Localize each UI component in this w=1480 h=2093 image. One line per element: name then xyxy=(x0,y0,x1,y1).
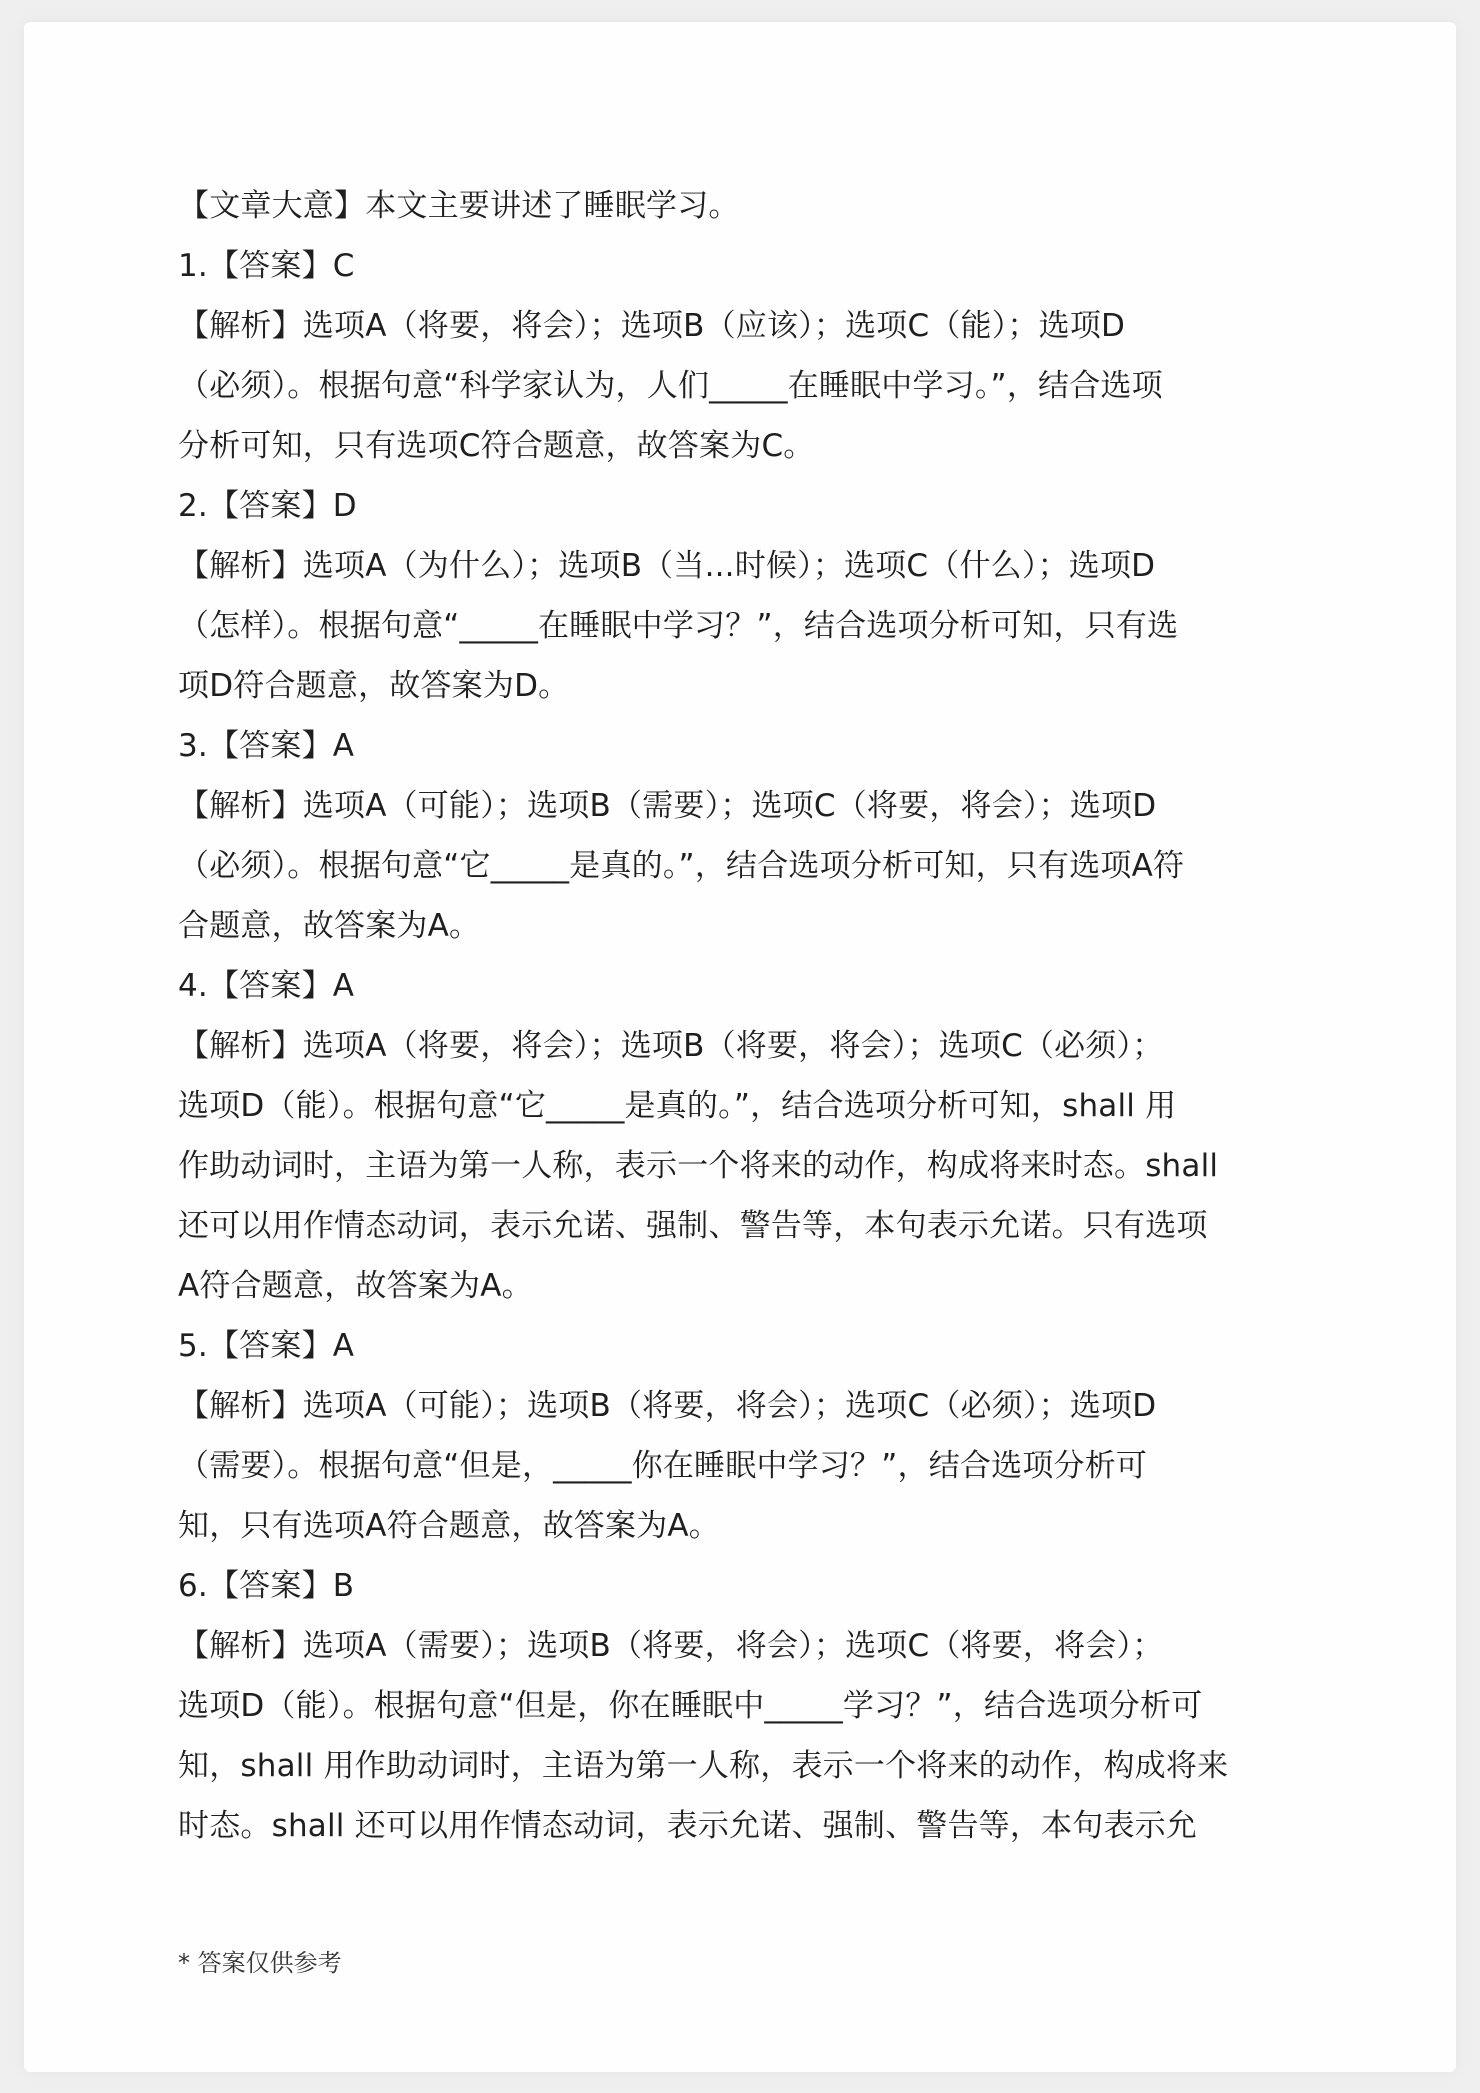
text-line: 【解析】选项A（可能）；选项B（将要，将会）；选项C（必须）；选项D xyxy=(178,1388,1157,1424)
answer-explanation-text xyxy=(178,176,1328,1856)
text-line: 作助动词时，主语为第一人称，表示一个将来的动作，构成将来时态。shall xyxy=(178,1148,1219,1184)
text-line: 【解析】选项A（将要，将会）；选项B（应该）；选项C（能）；选项D xyxy=(178,308,1126,344)
text-line: （需要）。根据句意“但是，_____你在睡眠中学习？”，结合选项分析可 xyxy=(178,1448,1148,1484)
text-line: A符合题意，故答案为A。 xyxy=(178,1268,533,1304)
footer-note: * 答案仅供参考 xyxy=(178,1949,342,1977)
text-line: （怎样）。根据句意“_____在睡眠中学习？”，结合选项分析可知，只有选 xyxy=(178,608,1179,644)
text-line: 选项D（能）。根据句意“但是，你在睡眠中_____学习？”，结合选项分析可 xyxy=(178,1688,1203,1724)
text-line: 1.【答案】C xyxy=(178,248,355,284)
text-line: 时态。shall 还可以用作情态动词，表示允诺、强制、警告等，本句表示允 xyxy=(178,1808,1198,1844)
text-line: 【文章大意】本文主要讲述了睡眠学习。 xyxy=(178,188,740,224)
text-line: 【解析】选项A（为什么）；选项B（当...时候）；选项C（什么）；选项D xyxy=(178,548,1156,584)
text-line: 知，shall 用作助动词时，主语为第一人称，表示一个将来的动作，构成将来 xyxy=(178,1748,1229,1784)
text-line: （必须）。根据句意“它_____是真的。”，结合选项分析可知，只有选项A符 xyxy=(178,848,1185,884)
text-line: 知，只有选项A符合题意，故答案为A。 xyxy=(178,1508,721,1544)
text-line: 【解析】选项A（可能）；选项B（需要）；选项C（将要，将会）；选项D xyxy=(178,788,1157,824)
text-line: 【解析】选项A（将要，将会）；选项B（将要，将会）；选项C（必须）； xyxy=(178,1028,1164,1064)
text-line: 【解析】选项A（需要）；选项B（将要，将会）；选项C（将要，将会）； xyxy=(178,1628,1164,1664)
text-line: 项D符合题意，故答案为D。 xyxy=(178,668,570,704)
text-line: 2.【答案】D xyxy=(178,488,357,524)
text-line: 还可以用作情态动词，表示允诺、强制、警告等，本句表示允诺。只有选项 xyxy=(178,1208,1208,1244)
text-line: 3.【答案】A xyxy=(178,728,355,764)
text-line: 5.【答案】A xyxy=(178,1328,355,1364)
text-line: 合题意，故答案为A。 xyxy=(178,908,481,944)
text-line: 6.【答案】B xyxy=(178,1568,355,1604)
text-line: 4.【答案】A xyxy=(178,968,355,1004)
text-line: （必须）。根据句意“科学家认为，人们_____在睡眠中学习。”，结合选项 xyxy=(178,368,1163,404)
text-line: 选项D（能）。根据句意“它_____是真的。”，结合选项分析可知，shall 用 xyxy=(178,1088,1177,1124)
text-line: 分析可知，只有选项C符合题意，故答案为C。 xyxy=(178,428,815,464)
document-page xyxy=(24,22,1456,2072)
